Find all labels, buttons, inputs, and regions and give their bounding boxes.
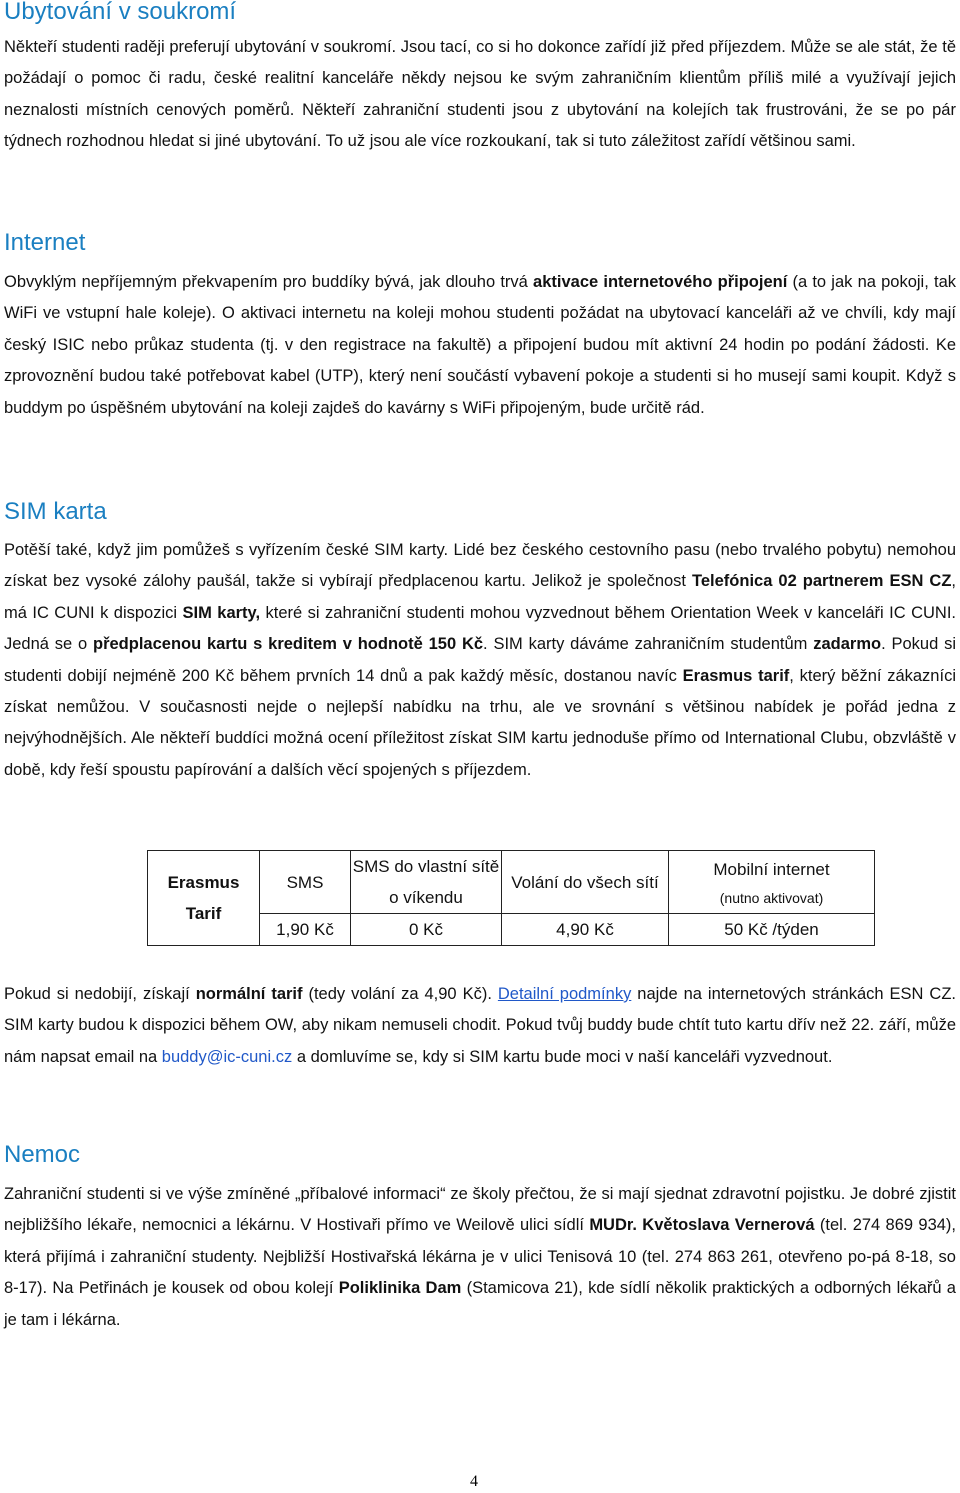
- bold-text: Telefónica 02 partnerem ESN CZ: [692, 572, 952, 591]
- section-title-sim: SIM karta: [4, 498, 107, 525]
- paragraph-sim-details: [4, 979, 956, 1073]
- table-header-cell: SMS: [260, 851, 351, 914]
- table-cell: 4,90 Kč: [502, 914, 669, 946]
- text-run: Obvyklým nepříjemným překvapením pro buddíky bývá, jak dlouho trvá: [4, 273, 534, 291]
- bold-text: Erasmus tarif: [682, 666, 790, 685]
- paragraph-sim: [4, 535, 956, 786]
- buddy-email[interactable]: buddy@ic-cuni.cz: [161, 1047, 293, 1066]
- bold-text: zadarmo: [813, 635, 882, 654]
- table-row-header: Erasmus Tarif: [148, 851, 260, 946]
- table-cell: 50 Kč /týden: [669, 914, 875, 946]
- table-header-cell: SMS do vlastní sítě o víkendu: [351, 851, 502, 914]
- page-number: 4: [470, 1473, 478, 1490]
- text-run: najde na internetových stránkách ESN CZ. SIM karty budou k dispozici během OW, aby nikam nemuseli chodit. Pokud tvůj buddy bude chtít tuto kartu dřív než 22. září, může nám napsat email na: [4, 985, 956, 1066]
- text-run: Pokud si nedobijí, získají: [4, 985, 196, 1003]
- bold-text: MUDr. Květoslava Vernerová: [589, 1216, 815, 1235]
- text-run: (Stamicova 21), kde sídlí několik praktických a odborných lékařů a je tam i lékárna.: [4, 1279, 956, 1329]
- text-run: , který běžní zákazníci získat nemůžou. V současnosti nejde o nejlepší nabídku na trhu, ale ve srovnání s většinou nabídek je pořád jedna z nejvýhodnějších. Ale někteří buddíci možná ocení příležitost získat SIM kartu jednoduše přímo od International Clubu, obzvláště v době, kdy řeší spoustu papírování a dalších věcí spojených s příjezdem.: [4, 666, 956, 779]
- table-cell: 1,90 Kč: [260, 914, 351, 946]
- text-run: . SIM karty dáváme zahraničním studentům: [483, 635, 814, 654]
- text-run: které si zahraniční studenti mohou vyzvednout během Orientation Week v kanceláři IC CUNI. Jedná se o: [4, 603, 956, 654]
- paragraph-accommodation: [4, 32, 956, 158]
- detail-conditions-link[interactable]: Detailní podmínky: [497, 985, 632, 1003]
- paragraph-internet: [4, 267, 956, 424]
- section-title-accommodation: Ubytování v soukromí: [4, 0, 237, 25]
- bold-text: Poliklinika Dam: [338, 1279, 462, 1298]
- tariff-table: [147, 850, 875, 946]
- text-run: Někteří zahraniční studenti jsou z ubytování na kolejích tak frustrováni, že se po pár týdnech rozhodnou hledat si jiné ubytování. To už jsou ale více rozkoukaní, tak si tuto záležitost zařídí většinou sami.: [4, 100, 956, 151]
- table-cell: 0 Kč: [351, 914, 502, 946]
- text-run: Zahraniční studenti si ve výše zmíněné „příbalové informaci“ ze školy přečtou, že si mají sjednat zdravotní pojistku. Je dobré zjistit nejbližšího lékaře, nemocnici a lékárnu. V Hostivaři přímo ve Weilově ulici sídlí: [4, 1185, 956, 1235]
- section-title-internet: Internet: [4, 229, 86, 256]
- bold-text: normální tarif: [195, 985, 303, 1003]
- text-run: , má IC CUNI k dispozici: [4, 572, 956, 622]
- text-run: Někteří studenti raději preferují ubytování v soukromí. Jsou tací, co si ho dokonce zařídí již před příjezdem. Může se ale stát, že tě požádají o pomoc či radu, české realitní kanceláře někdy nejsou ke svým zahraničním klientům příliš milé a využívají jejich neznalosti místních cenových poměrů.: [4, 38, 956, 119]
- table-row: [148, 851, 875, 914]
- table-header-label: Mobilní internet: [713, 859, 830, 879]
- table-header-note: (nutno aktivovat): [719, 889, 824, 906]
- text-run: (tedy volání za 4,90 Kč).: [302, 985, 498, 1003]
- bold-text: aktivace internetového připojení: [533, 273, 788, 291]
- text-run: . Pokud si studenti dobijí nejméně 200 Kč během prvních 14 dnů a pak každý měsíc, dostanou navíc: [4, 635, 956, 685]
- text-run: Potěší také, když jim pomůžeš s vyřízením české SIM karty. Lidé bez českého cestovního pasu (nebo trvalého pobytu) nemohou získat bez vysoké zálohy paušál, takže si vybírají předplacenou kartu. Jelikož je společnost: [4, 541, 956, 591]
- section-title-illness: Nemoc: [4, 1141, 81, 1168]
- text-run: a domluvíme se, kdy si SIM kartu bude moci v naší kanceláři vyzvednout.: [292, 1047, 833, 1066]
- table-header-cell-internet: [669, 851, 875, 914]
- bold-text: SIM karty,: [182, 603, 261, 622]
- text-run: (tel. 274 869 934), která přijímá i zahraniční studenty. Nejbližší Hostivařská lékárna je v ulici Tenisová 10 (tel. 274 863 261, otevřeno po-pá 8-18, so 8-17). Na Petřinách je kousek od obou kolejí: [4, 1216, 956, 1298]
- bold-text: předplacenou kartu s kreditem v hodnotě 150 Kč: [93, 635, 484, 654]
- table-header-cell: Volání do všech sítí: [502, 851, 669, 914]
- paragraph-illness: [4, 1179, 956, 1336]
- text-run: (a to jak na pokoji, tak WiFi ve vstupní hale koleje). O aktivaci internetu na koleji mohou studenti požádat na ubytovací kanceláři až ve chvíli, kdy mají český ISIC nebo průkaz studenta (tj. v den registrace na fakultě) a připojení budou mít aktivní 24 hodin po podání žádosti. Ke zprovoznění budou také potřebovat kabel (UTP), který není součástí vybavení pokoje a studenti si ho musejí sami koupit. Když s buddym po úspěšném ubytování na koleji zajdeš do kavárny s WiFi připojeným, bude určitě rád.: [4, 273, 956, 417]
